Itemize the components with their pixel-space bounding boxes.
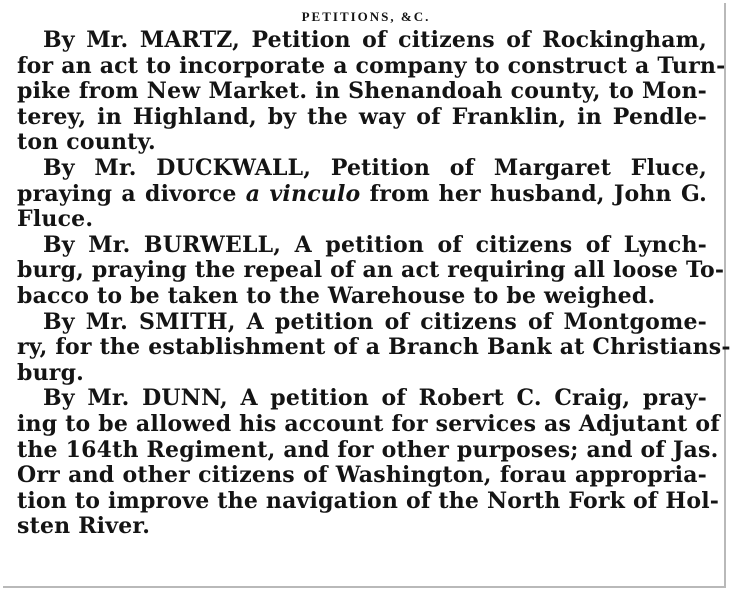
petition-dunn	[17, 385, 720, 540]
text-line: terey, in Highland, by the way of Franklin, in Pendle-	[17, 103, 707, 130]
text-line: tion to improve the navigation of the North Fork of Hol-	[17, 487, 720, 514]
text-line: By Mr. SMITH, A petition of citizens of Montgome-	[43, 308, 707, 335]
text-line: Orr and other citizens of Washington, forau appropria-	[17, 462, 707, 489]
newspaper-clipping	[17, 6, 731, 540]
text-line: burg.	[17, 359, 85, 386]
text-line: ton county.	[17, 129, 156, 156]
text-line: burg, praying the repeal of an act requiring all loose To-	[17, 257, 725, 284]
petition-duckwall	[17, 156, 707, 233]
text-line: bacco to be taken to the Warehouse to be weighed.	[17, 282, 656, 309]
text-line: ing to be allowed his account for services as Adjutant of	[17, 410, 720, 437]
petition-smith	[17, 308, 731, 387]
text-line: By Mr. MARTZ, Petition of citizens of Rockingham,	[43, 27, 707, 53]
section-heading: PETITIONS, &C.	[301, 9, 431, 24]
text-line: By Mr. DUNN, A petition of Robert C. Craig, pray-	[43, 385, 707, 412]
latin-phrase: a vinculo	[245, 180, 361, 207]
text-line: pike from New Market. in Shenandoah county, to Mon-	[17, 78, 707, 105]
text-line: sten River.	[17, 513, 151, 540]
text-line: Fluce.	[17, 206, 94, 233]
text-line: ry, for the establishment of a Branch Bank at Christians-	[17, 334, 731, 361]
text-line: By Mr. BURWELL, A petition of citizens of Lynch-	[43, 231, 707, 258]
petition-burwell	[17, 231, 725, 310]
petition-martz	[17, 27, 726, 156]
text-line: By Mr. DUCKWALL, Petition of Margaret Fluce,	[43, 154, 707, 181]
text-line: for an act to incorporate a company to construct a Turn-	[17, 52, 726, 79]
text-line: praying a divorce a vinculo from her husband, John G.	[17, 180, 708, 207]
text-line: the 164th Regiment, and for other purposes; and of Jas.	[17, 436, 719, 463]
